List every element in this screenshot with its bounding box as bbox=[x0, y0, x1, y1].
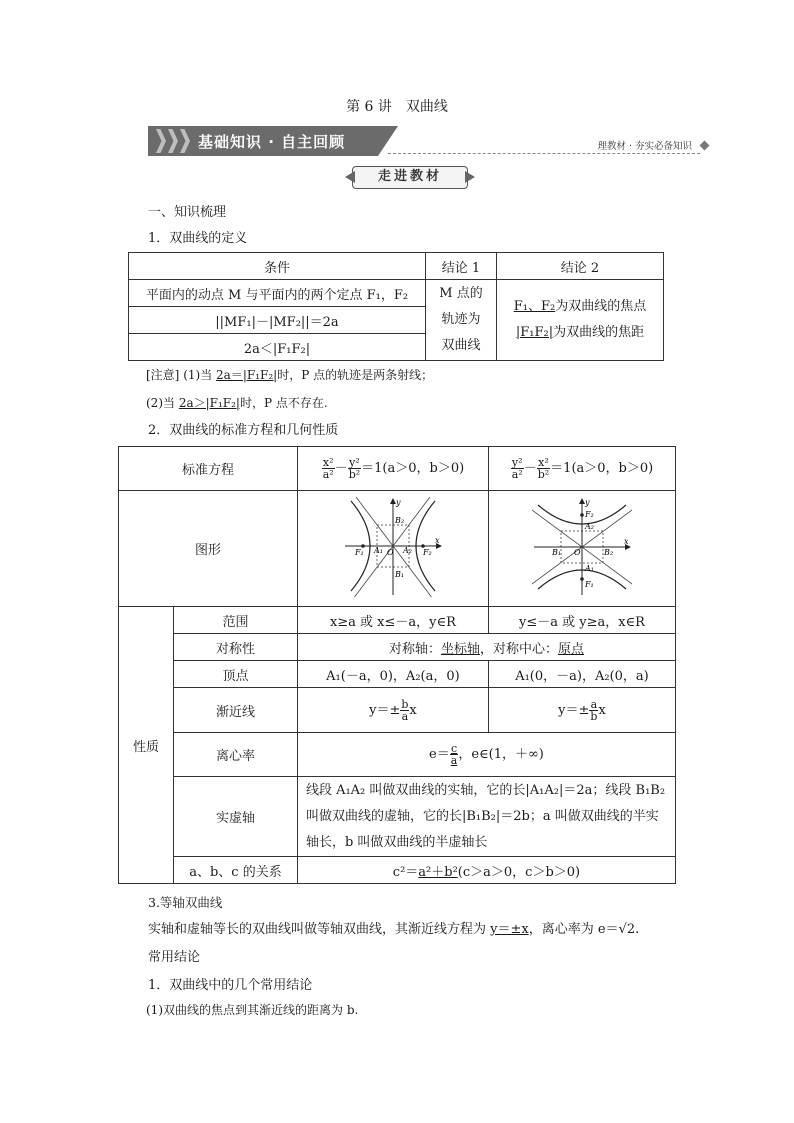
equation-tail: ＝1(a＞0，b＞0) bbox=[361, 461, 465, 476]
equation-tail: ＝1(a＞0，b＞0) bbox=[550, 461, 654, 476]
conclusion2-text: 为双曲线的焦点 bbox=[555, 299, 647, 314]
body-text: ，离心率为 e＝√2. bbox=[528, 922, 640, 937]
f1-label: F₁ bbox=[354, 547, 364, 557]
b1-label: B₁ bbox=[394, 569, 405, 579]
hyperbola-y-graph bbox=[532, 497, 632, 597]
fraction bbox=[537, 457, 550, 480]
fraction bbox=[348, 457, 361, 480]
asymptote-text: x bbox=[598, 702, 606, 718]
numerator: a bbox=[590, 697, 598, 711]
prop-label: a、b、c 的关系 bbox=[174, 857, 298, 884]
note-line bbox=[146, 366, 433, 383]
a1-label: A₁ bbox=[584, 563, 594, 573]
denominator: a² bbox=[322, 468, 334, 481]
note-term: 2a＞|F₁F₂| bbox=[178, 396, 240, 410]
numerator: y² bbox=[349, 456, 360, 469]
prop-label: 离心率 bbox=[174, 733, 298, 777]
note-line bbox=[146, 394, 328, 411]
denominator: a bbox=[450, 754, 458, 767]
conclusion1-cell bbox=[426, 280, 497, 361]
conclusion-item: (1)双曲线的焦点到其渐近线的距离为 b. bbox=[146, 1003, 359, 1017]
f1-label: F₁ bbox=[584, 579, 594, 589]
section-heading: 常用结论 bbox=[148, 950, 201, 965]
condition-cell: 2a＜|F₁F₂| bbox=[129, 334, 426, 361]
axis-line: 叫做双曲线的虚轴，它的长|B₁B₂|＝2b；a 叫做双曲线的半实 bbox=[305, 808, 659, 824]
denominator: b bbox=[590, 709, 598, 723]
properties-table bbox=[118, 446, 676, 884]
asymptote-text: y＝± bbox=[369, 702, 401, 718]
section-pill: 走进教材 bbox=[352, 166, 468, 189]
range-x: x≥a 或 x≤－a，y∈R bbox=[297, 607, 488, 634]
conclusion2-line bbox=[501, 320, 659, 346]
b2-label: B₂ bbox=[394, 515, 405, 525]
definition-table bbox=[128, 252, 664, 361]
vertex-y: A₁(0，－a)，A₂(0，a) bbox=[488, 661, 675, 688]
denominator: a² bbox=[511, 468, 523, 481]
symmetry-text: 对称轴： bbox=[388, 641, 441, 657]
table-header: 结论 2 bbox=[497, 253, 664, 280]
origin-label: O bbox=[386, 547, 394, 557]
numerator: x² bbox=[538, 456, 549, 469]
conclusion1-line: M 点的 bbox=[439, 286, 483, 301]
f2-label: F₂ bbox=[584, 509, 594, 519]
row-label: 标准方程 bbox=[119, 447, 298, 491]
a2-label: A₂ bbox=[584, 521, 594, 531]
a2-label: A₂ bbox=[402, 545, 412, 555]
eccentricity-text: ，e∈(1，＋∞) bbox=[458, 747, 544, 762]
subsection-heading: 2．双曲线的标准方程和几何性质 bbox=[148, 423, 339, 438]
conclusion1-line: 双曲线 bbox=[441, 338, 481, 353]
eccentricity-cell bbox=[297, 733, 675, 777]
numerator: c bbox=[450, 742, 458, 755]
axis-x-label: x bbox=[434, 535, 440, 545]
banner-title: 基础知识 · 自主回顾 bbox=[198, 133, 346, 151]
symmetry-axis: 坐标轴 bbox=[440, 641, 480, 657]
abc-text: (c＞a＞0，c＞b＞0) bbox=[457, 864, 581, 880]
asymptote-term: y＝±x bbox=[490, 922, 529, 937]
equation-cell-y: $\frac{\text{y²}}{\text{a²}}$ － $\frac{\text{x²}}{\text{b²}}$ ＝1(a＞0，b＞0) bbox=[488, 447, 675, 491]
note-label: [注意] bbox=[146, 368, 180, 382]
abc-relation bbox=[297, 857, 675, 884]
fraction bbox=[511, 457, 524, 480]
condition-cell: 平面内的动点 M 与平面内的两个定点 F₁，F₂ bbox=[129, 280, 426, 307]
asymptote-text: x bbox=[409, 702, 417, 718]
graph-cell-y bbox=[488, 491, 675, 607]
asymptote-x bbox=[297, 688, 488, 733]
axis-y-label: y bbox=[395, 497, 401, 507]
banner-subtitle: 理教材 · 夯实必备知识 bbox=[597, 141, 692, 152]
eccentricity-text: e＝ bbox=[429, 747, 450, 762]
banner-divider bbox=[388, 153, 700, 154]
conclusion1-line: 轨迹为 bbox=[441, 312, 481, 327]
axis-x-label: x bbox=[623, 536, 629, 546]
prop-label: 对称性 bbox=[174, 634, 298, 661]
a1-label: A₁ bbox=[373, 545, 383, 555]
note-text: (2)当 bbox=[146, 396, 179, 410]
axis-y-label: y bbox=[584, 497, 590, 507]
symmetry-text: ，对称中心： bbox=[479, 641, 558, 657]
conclusion2-line bbox=[501, 294, 659, 320]
fraction bbox=[322, 457, 335, 480]
focus-term: F₁、F₂ bbox=[513, 299, 556, 314]
abc-term: a²＋b² bbox=[418, 864, 458, 880]
subsection-heading: 1．双曲线的定义 bbox=[148, 231, 248, 246]
numerator: b bbox=[401, 697, 409, 711]
note-text: 时，P 点不存在. bbox=[239, 396, 328, 410]
numerator: y² bbox=[511, 456, 523, 469]
equilateral-text bbox=[148, 918, 639, 937]
conclusion2-text: 为双曲线的焦距 bbox=[553, 325, 645, 340]
row-label: 图形 bbox=[119, 491, 298, 607]
axis-line: 线段 A₁A₂ 叫做双曲线的实轴，它的长|A₁A₂|＝2a；线段 B₁B₂ bbox=[305, 782, 666, 798]
b2-label: B₂ bbox=[603, 547, 614, 557]
prop-label: 顶点 bbox=[174, 661, 298, 688]
section-banner bbox=[148, 126, 710, 156]
origin-label: O bbox=[573, 547, 581, 557]
table-header: 结论 1 bbox=[426, 253, 497, 280]
equation-cell-x: $\frac{\text{x²}}{\text{a²}}$ － $\frac{\text{y²}}{\text{b²}}$ ＝1(a＞0，b＞0) bbox=[297, 447, 488, 491]
range-y: y≤－a 或 y≥a，x∈R bbox=[488, 607, 675, 634]
graph-cell-x bbox=[297, 491, 488, 607]
symmetry-cell bbox=[297, 634, 675, 661]
prop-label: 实虚轴 bbox=[174, 777, 298, 857]
denominator: a bbox=[401, 709, 409, 723]
conclusion2-cell bbox=[497, 280, 664, 361]
axis-description bbox=[297, 777, 675, 857]
condition-cell: ||MF₁|－|MF₂||＝2a bbox=[129, 307, 426, 334]
body-text: 实轴和虚轴等长的双曲线叫做等轴双曲线，其渐近线方程为 bbox=[148, 922, 491, 937]
section-heading: 一、知识梳理 bbox=[148, 205, 227, 220]
abc-text: c²＝ bbox=[392, 864, 419, 880]
focal-distance-term: |F₁F₂| bbox=[515, 325, 554, 340]
note-term: 2a＝|F₁F₂| bbox=[216, 368, 278, 382]
asymptote-text: y＝± bbox=[558, 702, 590, 718]
denominator: b² bbox=[537, 468, 550, 481]
subsection-heading: 3.等轴双曲线 bbox=[148, 895, 223, 910]
diamond-icon bbox=[700, 141, 710, 151]
asymptote-y bbox=[488, 688, 675, 733]
symmetry-center: 原点 bbox=[557, 641, 584, 657]
numerator: x² bbox=[322, 456, 334, 469]
denominator: b² bbox=[348, 468, 361, 481]
row-label: 性质 bbox=[119, 607, 174, 884]
prop-label: 渐近线 bbox=[174, 688, 298, 733]
note-text: 时，P 点的轨迹是两条射线； bbox=[277, 368, 434, 382]
page-title: 第 6 讲 双曲线 bbox=[346, 99, 448, 115]
prop-label: 范围 bbox=[174, 607, 298, 634]
table-header: 条件 bbox=[129, 253, 426, 280]
note-text: (1)当 bbox=[183, 368, 217, 382]
vertex-x: A₁(－a，0)，A₂(a，0) bbox=[297, 661, 488, 688]
subsection-heading: 1．双曲线中的几个常用结论 bbox=[148, 978, 313, 993]
f2-label: F₂ bbox=[422, 547, 432, 557]
b1-label: B₁ bbox=[551, 547, 562, 557]
hyperbola-x-graph bbox=[343, 497, 443, 597]
axis-line: 轴长，b 叫做双曲线的半虚轴长 bbox=[305, 834, 488, 850]
